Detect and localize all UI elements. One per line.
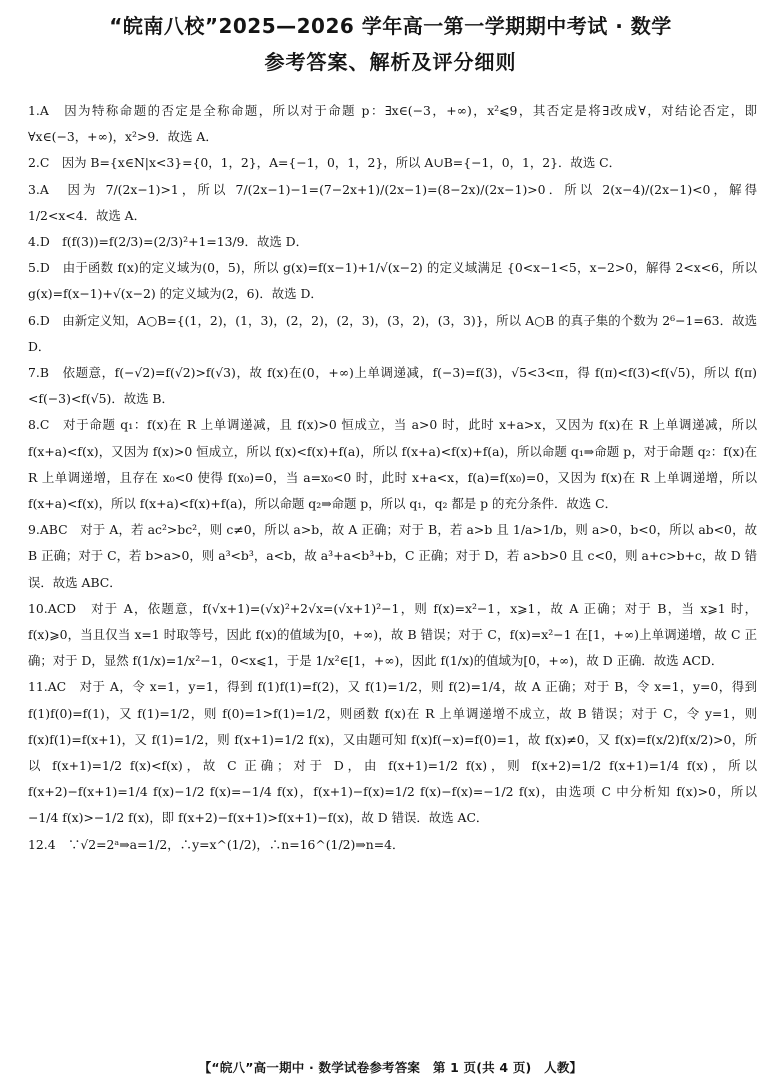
answer-explanation: 因为特称命题的否定是全称命题，所以对于命题 p：∃x∈(−3，+∞)，x²⩽9，其否定是将∃改成∀，对结论否定，即∀x∈(−3，+∞)，x²>9．故选 A． <box>28 103 758 145</box>
answer-item-8 <box>28 412 757 517</box>
exam-title: “皖南八校”2025—2026 学年高一第一学期期中考试 · 数学 <box>109 14 672 38</box>
answer-explanation: 由于函数 f(x)的定义域为(0，5)，所以 g(x)=f(x−1)+1/√(x−2) 的定义域满足 {0<x−1<5，x−2>0，解得 2<x<6，所以 g(x)=f(x−1)+√(x−2) 的定义域为(2，6)．故选 D． <box>28 260 758 302</box>
exam-subtitle: 参考答案、解析及评分细则 <box>264 50 517 74</box>
answer-list <box>28 98 757 858</box>
answer-number: 7.B <box>28 365 49 381</box>
answer-number: 8.C <box>28 417 50 433</box>
answer-explanation: 因为 B={x∈N|x<3}={0，1，2}，A={−1，0，1，2}，所以 A∪B={−1，0，1，2}．故选 C． <box>61 155 622 171</box>
answer-explanation: 由新定义知，A○B={(1，2)，(1，3)，(2，2)，(2，3)，(3，2)，(3，3)}，所以 A○B 的真子集的个数为 2⁶−1=63．故选 D． <box>28 312 757 354</box>
answer-explanation: 对于 A，依题意，f(√x+1)=(√x)²+2√x=(√x+1)²−1，则 f(x)=x²−1，x⩾1，故 A 正确；对于 B，当 x⩾1 时，f(x)⩾0，当且仅当 x=1 时取等号，因此 f(x)的值域为[0，+∞)，故 B 错误；对于 C，f(x)=x²−1 在[1，+∞)上单调递增，故 C 正确；对于 D，显然 f(1/x)=1/x²−1，0<x⩽1，于是 1/x²∈[1，+∞)，因此 f(1/x)的值域为[0，+∞)，故 D 正确．故选 ACD． <box>28 600 757 669</box>
answer-explanation: 依题意，f(−√2)=f(√2)>f(√3)，故 f(x)在(0，+∞)上单调递减，f(−3)=f(3)，√5<3<π，得 f(π)<f(3)<f(√5)，所以 f(π)<f(−3)<f(√5)．故选 B． <box>28 365 757 407</box>
answer-number: 6.D <box>28 312 50 328</box>
answer-item-3 <box>28 177 757 229</box>
answer-number: 3.A <box>28 181 49 197</box>
answer-number: 9.ABC <box>28 522 68 538</box>
answer-number: 2.C <box>28 155 50 171</box>
answer-item-10 <box>28 596 757 675</box>
answer-item-11 <box>28 674 757 831</box>
answer-explanation: 对于 A，若 ac²>bc²，则 c≠0，所以 a>b，故 A 正确；对于 B，若 a>b 且 1/a>1/b，则 a>0，b<0，所以 ab<0，故 B 正确；对于 C，若 b>a>0，则 a³<b³，a<b，故 a³+a<b³+b，C 正确；对于 D，若 a>b>0 且 c<0，则 a+c>b+c，故 D 错误．故选 ABC． <box>28 522 757 590</box>
answer-explanation: 因为 7/(2x−1)>1，所以 7/(2x−1)−1=(7−2x+1)/(2x−1)=(8−2x)/(2x−1)>0．所以 2(x−4)/(2x−1)<0，解得 1/2<x<4．故选 A． <box>28 181 758 223</box>
answer-number: 4.D <box>28 234 50 250</box>
answer-item-5 <box>28 255 757 307</box>
answer-explanation: 对于命题 q₁：f(x)在 R 上单调递减，且 f(x)>0 恒成立，当 a>0 时，此时 x+a>x，又因为 f(x)在 R 上单调递减，所以 f(x+a)<f(x)，又因为 f(x)>0 恒成立，所以 f(x)<f(x)+f(a)，所以 f(x+a)<f(x)+f(a)，所以命题 q₁⇒命题 p，对于命题 q₂：f(x)在 R 上单调递增，且存在 x₀<0 使得 f(x₀)=0，当 a=x₀<0 时，此时 x+a<x，f(a)=f(x₀)=0，又因为 f(x)在 R 上单调递增，所以 f(x+a)<f(x)，所以 f(x+a)<f(x)+f(a)，所以命题 q₂⇒命题 p，所以 q₁，q₂ 都是 p 的充分条件．故选 C． <box>28 417 757 512</box>
answer-number: 12.4 <box>28 836 56 852</box>
answer-explanation: ∵√2=2ᵃ⇒a=1/2，∴y=x^(1/2)，∴n=16^(1/2)⇒n=4． <box>67 836 405 852</box>
answer-item-1 <box>28 98 757 150</box>
answer-item-12 <box>28 832 757 858</box>
answer-item-2 <box>28 150 757 176</box>
answer-item-6 <box>28 308 757 360</box>
answer-number: 1.A <box>28 103 49 118</box>
answer-item-4 <box>28 229 757 255</box>
answer-item-9 <box>28 517 757 596</box>
answer-item-7 <box>28 360 757 412</box>
answer-number: 10.ACD <box>28 600 77 616</box>
answer-explanation: f(f(3))=f(2/3)=(2/3)²+1=13/9．故选 D． <box>62 234 308 250</box>
answer-explanation: 对于 A，令 x=1，y=1，得到 f(1)f(1)=f(2)，又 f(1)=1/2，则 f(2)=1/4，故 A 正确；对于 B，令 x=1，y=0，得到 f(1)f(0)=f(1)，又 f(1)=1/2，则 f(0)=1>f(1)=1/2，则函数 f(x)在 R 上单调递增不成立，故 B 错误；对于 C，令 y=1，则 f(x)f(1)=f(x+1)，又 f(1)=1/2，则 f(x+1)=1/2 f(x)，又由题可知 f(x)f(−x)=f(0)=1，故 f(x)≠0，又 f(x)=f(x/2)f(x/2)>0，所以 f(x+1)=1/2 f(x)<f(x)，故 C 正确；对于 D，由 f(x+1)=1/2 f(x)，则 f(x+2)=1/2 f(x+1)=1/4 f(x)，所以 f(x+2)−f(x+1)=1/4 f(x)−1/2 f(x)=−1/4 f(x)，f(x+1)−f(x)=1/2 f(x)−f(x)=−1/2 f(x)，由选项 C 中分析知 f(x)>0，所以−1/4 f(x)>−1/2 f(x)，即 f(x+2)−f(x+1)>f(x+1)−f(x)，故 D 错误．故选 AC． <box>28 679 758 826</box>
page-footer: 【“皖八”高一期中 · 数学试卷参考答案 第 1 页(共 4 页) 人教】 <box>198 1060 583 1075</box>
answer-number: 5.D <box>28 260 50 276</box>
answer-number: 11.AC <box>28 679 67 695</box>
